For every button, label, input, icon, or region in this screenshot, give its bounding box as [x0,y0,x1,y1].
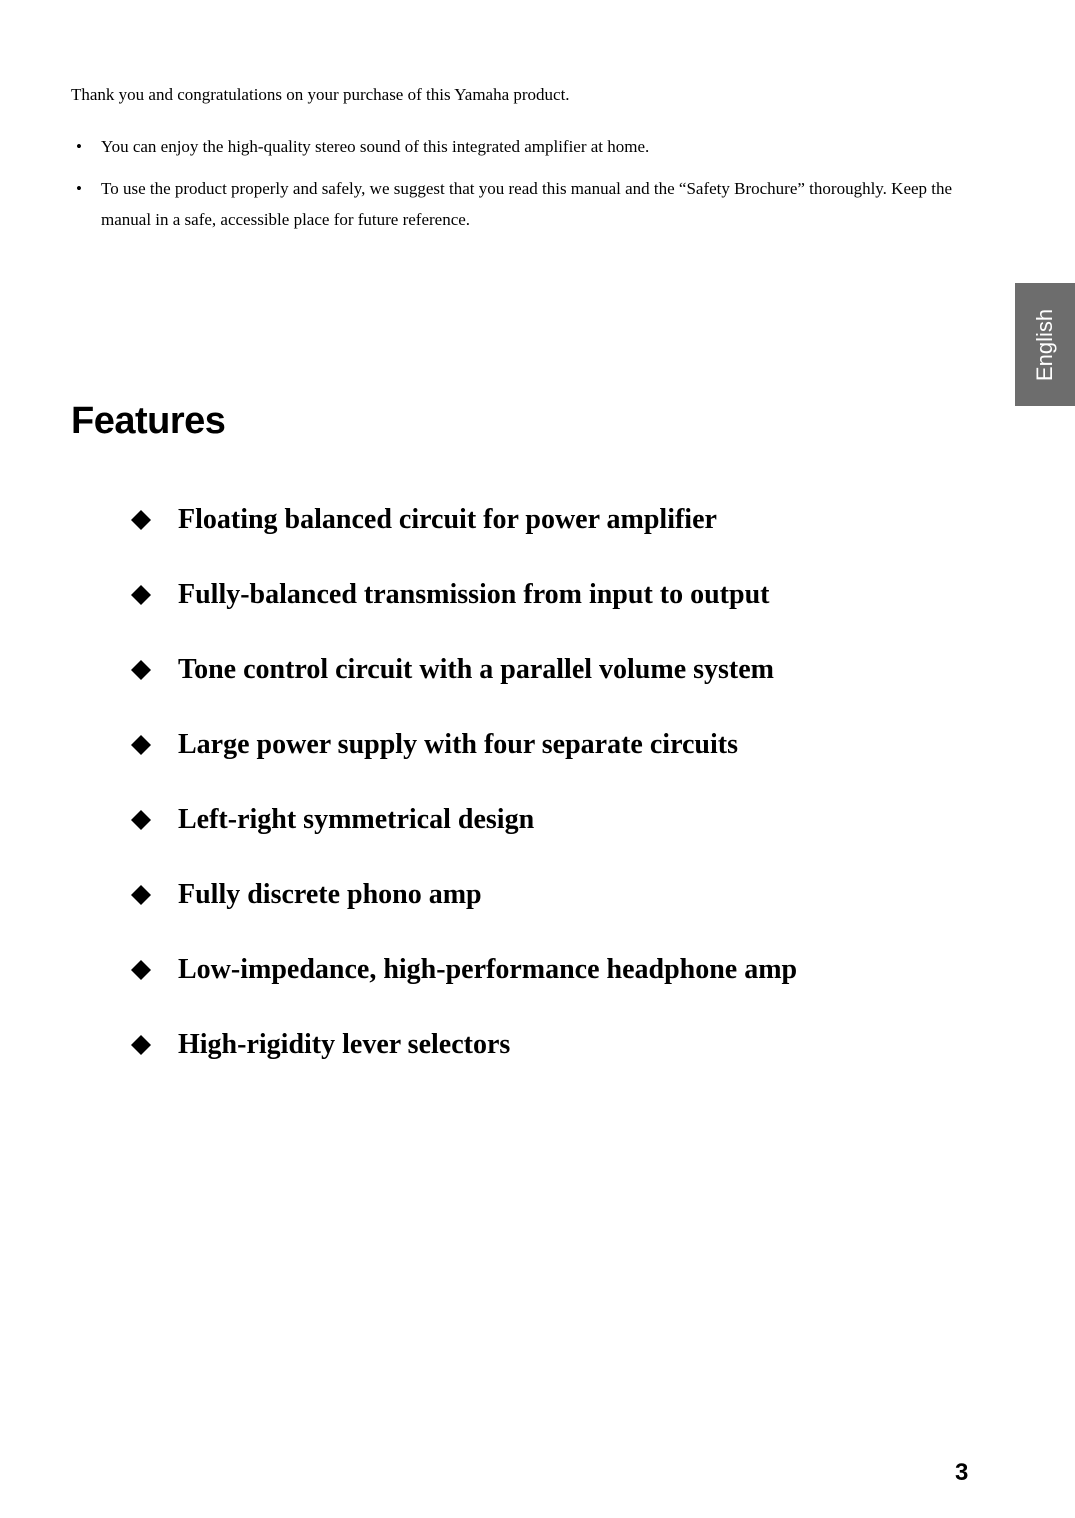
bullet-marker: • [76,179,82,198]
diamond-bullet-icon [130,575,178,615]
feature-item [130,950,797,1025]
language-tab [1015,283,1075,406]
feature-text: Tone control circuit with a parallel volume system [178,654,774,685]
feature-text: Left-right symmetrical design [178,804,535,835]
feature-text: Fully discrete phono amp [178,879,482,910]
features-list [130,500,797,1100]
note-item [71,131,1001,162]
section-title: Features [71,400,226,442]
feature-text: High-rigidity lever selectors [178,1029,511,1060]
diamond-bullet-icon [130,800,178,840]
feature-item [130,1025,797,1100]
notes-list [71,131,1001,246]
bullet-marker: • [76,137,82,156]
feature-item [130,875,797,950]
feature-item [130,650,797,725]
feature-item [130,725,797,800]
diamond-bullet-icon [130,650,178,690]
diamond-bullet-icon [130,1025,178,1065]
note-text: To use the product properly and safely, we suggest that you read this manual and the “Safety Brochure” thoroughly. Keep the manual in a safe, accessible place for future reference. [101,179,953,229]
page-number: 3 [955,1459,969,1486]
feature-text: Fully-balanced transmission from input to output [178,579,770,610]
feature-item [130,500,797,575]
note-item [71,173,1001,235]
feature-text: Floating balanced circuit for power amplifier [178,504,717,535]
diamond-bullet-icon [130,725,178,765]
intro-text: Thank you and congratulations on your purchase of this Yamaha product. [71,85,570,104]
diamond-bullet-icon [130,875,178,915]
feature-text: Large power supply with four separate circuits [178,729,738,760]
diamond-bullet-icon [130,950,178,990]
feature-item [130,800,797,875]
language-tab-label: English [1032,308,1057,381]
feature-text: Low-impedance, high-performance headphone amp [178,954,798,985]
diamond-bullet-icon [130,500,178,540]
note-text: You can enjoy the high-quality stereo sound of this integrated amplifier at home. [101,137,650,156]
feature-item [130,575,797,650]
